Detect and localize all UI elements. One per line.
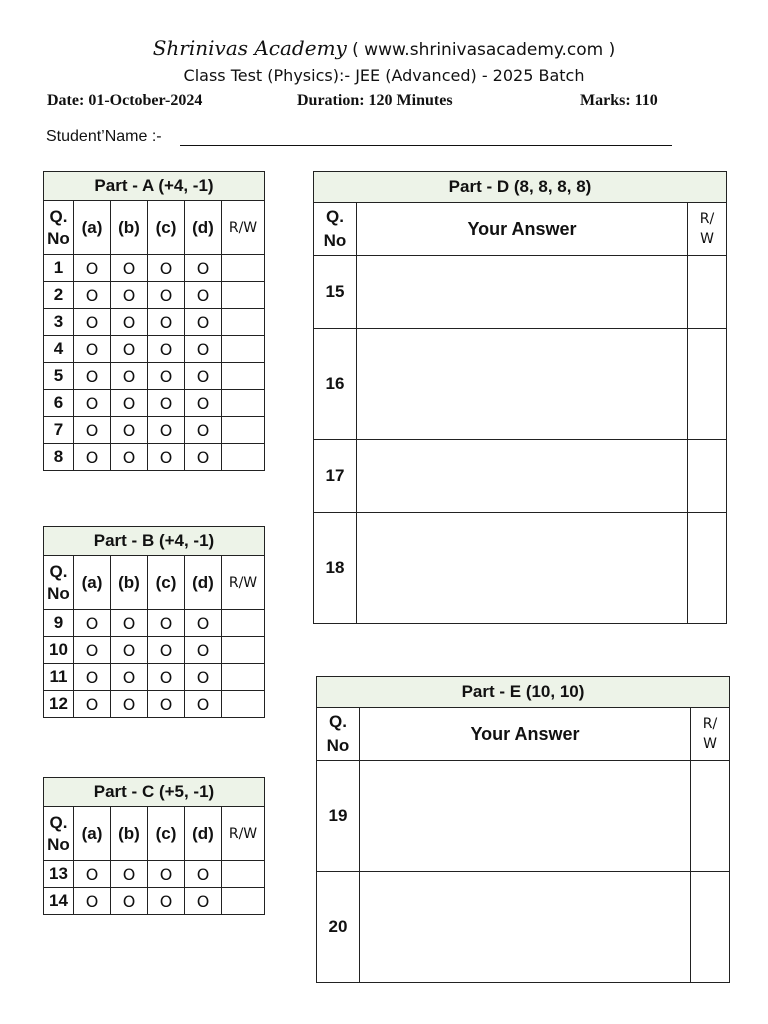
rw-cell[interactable] — [688, 256, 727, 329]
rw-cell[interactable] — [691, 761, 730, 872]
col-qno: Q. No — [314, 203, 357, 256]
bubble-c[interactable]: O — [148, 282, 185, 309]
rw-cell[interactable] — [688, 513, 727, 624]
part-e-title: Part - E (10, 10) — [317, 677, 730, 708]
rw-cell[interactable] — [222, 336, 265, 363]
question-number: 6 — [44, 390, 74, 417]
rw-cell[interactable] — [222, 417, 265, 444]
test-date: Date: 01-October-2024 — [47, 92, 203, 109]
bubble-d[interactable]: O — [185, 861, 222, 888]
bubble-c[interactable]: O — [148, 861, 185, 888]
answer-box[interactable] — [360, 761, 691, 872]
bubble-c[interactable]: O — [148, 610, 185, 637]
bubble-b[interactable]: O — [111, 444, 148, 471]
bubble-a[interactable]: O — [74, 888, 111, 915]
bubble-b[interactable]: O — [111, 390, 148, 417]
bubble-a[interactable]: O — [74, 637, 111, 664]
rw-cell[interactable] — [222, 861, 265, 888]
rw-cell[interactable] — [222, 664, 265, 691]
bubble-d[interactable]: O — [185, 255, 222, 282]
academy-name: Shrinivas Academy — [152, 36, 347, 60]
rw-cell[interactable] — [222, 610, 265, 637]
question-number: 20 — [317, 872, 360, 983]
question-row — [44, 691, 265, 718]
question-number: 17 — [314, 440, 357, 513]
col-your-answer: Your Answer — [360, 708, 691, 761]
part-c-table — [43, 777, 265, 915]
bubble-d[interactable]: O — [185, 309, 222, 336]
bubble-a[interactable]: O — [74, 282, 111, 309]
question-number: 5 — [44, 363, 74, 390]
question-number: 12 — [44, 691, 74, 718]
answer-box[interactable] — [360, 872, 691, 983]
question-row — [44, 417, 265, 444]
col-c: (c) — [148, 807, 185, 861]
question-row — [44, 282, 265, 309]
question-number: 19 — [317, 761, 360, 872]
bubble-b[interactable]: O — [111, 691, 148, 718]
col-qno: Q. No — [44, 556, 74, 610]
question-row — [44, 610, 265, 637]
rw-cell[interactable] — [688, 329, 727, 440]
bubble-c[interactable]: O — [148, 309, 185, 336]
bubble-c[interactable]: O — [148, 336, 185, 363]
col-a: (a) — [74, 201, 111, 255]
question-row — [44, 390, 265, 417]
question-row — [44, 444, 265, 471]
test-duration: Duration: 120 Minutes — [297, 92, 453, 109]
col-your-answer: Your Answer — [357, 203, 688, 256]
question-number: 13 — [44, 861, 74, 888]
rw-cell[interactable] — [222, 637, 265, 664]
rw-cell[interactable] — [222, 444, 265, 471]
bubble-d[interactable]: O — [185, 417, 222, 444]
bubble-c[interactable]: O — [148, 417, 185, 444]
test-subtitle: Class Test (Physics):- JEE (Advanced) - 2025 Batch — [183, 66, 585, 85]
bubble-a[interactable]: O — [74, 363, 111, 390]
rw-cell[interactable] — [222, 255, 265, 282]
bubble-a[interactable]: O — [74, 444, 111, 471]
rw-cell[interactable] — [222, 691, 265, 718]
website: ( www.shrinivasacademy.com ) — [352, 40, 616, 60]
bubble-a[interactable]: O — [74, 309, 111, 336]
rw-cell[interactable] — [222, 888, 265, 915]
rw-cell[interactable] — [222, 282, 265, 309]
bubble-d[interactable]: O — [185, 336, 222, 363]
bubble-c[interactable]: O — [148, 664, 185, 691]
bubble-b[interactable]: O — [111, 309, 148, 336]
bubble-a[interactable]: O — [74, 610, 111, 637]
question-number: 8 — [44, 444, 74, 471]
col-a: (a) — [74, 807, 111, 861]
bubble-b[interactable]: O — [111, 255, 148, 282]
answer-row — [314, 440, 727, 513]
question-row — [44, 255, 265, 282]
part-d-table — [313, 171, 727, 624]
bubble-c[interactable]: O — [148, 444, 185, 471]
question-row — [44, 309, 265, 336]
answer-box[interactable] — [357, 256, 688, 329]
col-c: (c) — [148, 556, 185, 610]
bubble-b[interactable]: O — [111, 363, 148, 390]
bubble-a[interactable]: O — [74, 255, 111, 282]
part-a-table — [43, 171, 265, 471]
question-number: 10 — [44, 637, 74, 664]
bubble-a[interactable]: O — [74, 664, 111, 691]
answer-row — [314, 513, 727, 624]
col-rw: R/W — [222, 201, 265, 255]
col-qno: Q. No — [317, 708, 360, 761]
answer-row — [314, 256, 727, 329]
col-rw: R/W — [222, 556, 265, 610]
question-row — [44, 363, 265, 390]
question-number: 18 — [314, 513, 357, 624]
bubble-c[interactable]: O — [148, 888, 185, 915]
bubble-c[interactable]: O — [148, 390, 185, 417]
col-d: (d) — [185, 556, 222, 610]
bubble-b[interactable]: O — [111, 637, 148, 664]
part-a-title: Part - A (+4, -1) — [44, 172, 265, 201]
bubble-d[interactable]: O — [185, 664, 222, 691]
rw-cell[interactable] — [688, 440, 727, 513]
answer-box[interactable] — [357, 329, 688, 440]
rw-cell[interactable] — [222, 363, 265, 390]
col-a: (a) — [74, 556, 111, 610]
rw-cell[interactable] — [222, 390, 265, 417]
question-number: 9 — [44, 610, 74, 637]
question-row — [44, 861, 265, 888]
bubble-a[interactable]: O — [74, 390, 111, 417]
rw-cell[interactable] — [691, 872, 730, 983]
test-marks: Marks: 110 — [580, 92, 658, 109]
bubble-d[interactable]: O — [185, 282, 222, 309]
bubble-d[interactable]: O — [185, 444, 222, 471]
bubble-b[interactable]: O — [111, 861, 148, 888]
part-b-table — [43, 526, 265, 718]
question-number: 14 — [44, 888, 74, 915]
col-rw: R/W — [222, 807, 265, 861]
question-row — [44, 336, 265, 363]
part-d-title: Part - D (8, 8, 8, 8) — [314, 172, 727, 203]
question-row — [44, 888, 265, 915]
question-number: 2 — [44, 282, 74, 309]
bubble-b[interactable]: O — [111, 282, 148, 309]
bubble-a[interactable]: O — [74, 861, 111, 888]
bubble-d[interactable]: O — [185, 610, 222, 637]
answer-box[interactable] — [357, 440, 688, 513]
question-row — [44, 664, 265, 691]
col-b: (b) — [111, 556, 148, 610]
question-row — [44, 637, 265, 664]
student-name-label: Student’Name :- — [46, 128, 162, 145]
col-qno: Q. No — [44, 807, 74, 861]
bubble-c[interactable]: O — [148, 363, 185, 390]
question-number: 3 — [44, 309, 74, 336]
col-d: (d) — [185, 807, 222, 861]
question-number: 15 — [314, 256, 357, 329]
question-number: 7 — [44, 417, 74, 444]
bubble-c[interactable]: O — [148, 255, 185, 282]
col-b: (b) — [111, 201, 148, 255]
part-e-table — [316, 676, 730, 983]
question-number: 11 — [44, 664, 74, 691]
answer-box[interactable] — [357, 513, 688, 624]
question-number: 1 — [44, 255, 74, 282]
col-rw: R/ W — [688, 203, 727, 256]
bubble-d[interactable]: O — [185, 888, 222, 915]
bubble-b[interactable]: O — [111, 664, 148, 691]
col-d: (d) — [185, 201, 222, 255]
question-number: 16 — [314, 329, 357, 440]
student-name-line[interactable] — [180, 145, 672, 146]
bubble-a[interactable]: O — [74, 336, 111, 363]
part-b-title: Part - B (+4, -1) — [44, 527, 265, 556]
part-c-title: Part - C (+5, -1) — [44, 778, 265, 807]
col-c: (c) — [148, 201, 185, 255]
answer-row — [317, 872, 730, 983]
bubble-b[interactable]: O — [111, 336, 148, 363]
bubble-a[interactable]: O — [74, 691, 111, 718]
bubble-c[interactable]: O — [148, 691, 185, 718]
bubble-d[interactable]: O — [185, 691, 222, 718]
answer-row — [317, 761, 730, 872]
bubble-d[interactable]: O — [185, 390, 222, 417]
header-title — [0, 36, 768, 61]
bubble-b[interactable]: O — [111, 610, 148, 637]
bubble-d[interactable]: O — [185, 363, 222, 390]
bubble-b[interactable]: O — [111, 417, 148, 444]
bubble-b[interactable]: O — [111, 888, 148, 915]
col-rw: R/ W — [691, 708, 730, 761]
bubble-d[interactable]: O — [185, 637, 222, 664]
rw-cell[interactable] — [222, 309, 265, 336]
col-b: (b) — [111, 807, 148, 861]
col-qno: Q. No — [44, 201, 74, 255]
bubble-a[interactable]: O — [74, 417, 111, 444]
answer-row — [314, 329, 727, 440]
bubble-c[interactable]: O — [148, 637, 185, 664]
question-number: 4 — [44, 336, 74, 363]
